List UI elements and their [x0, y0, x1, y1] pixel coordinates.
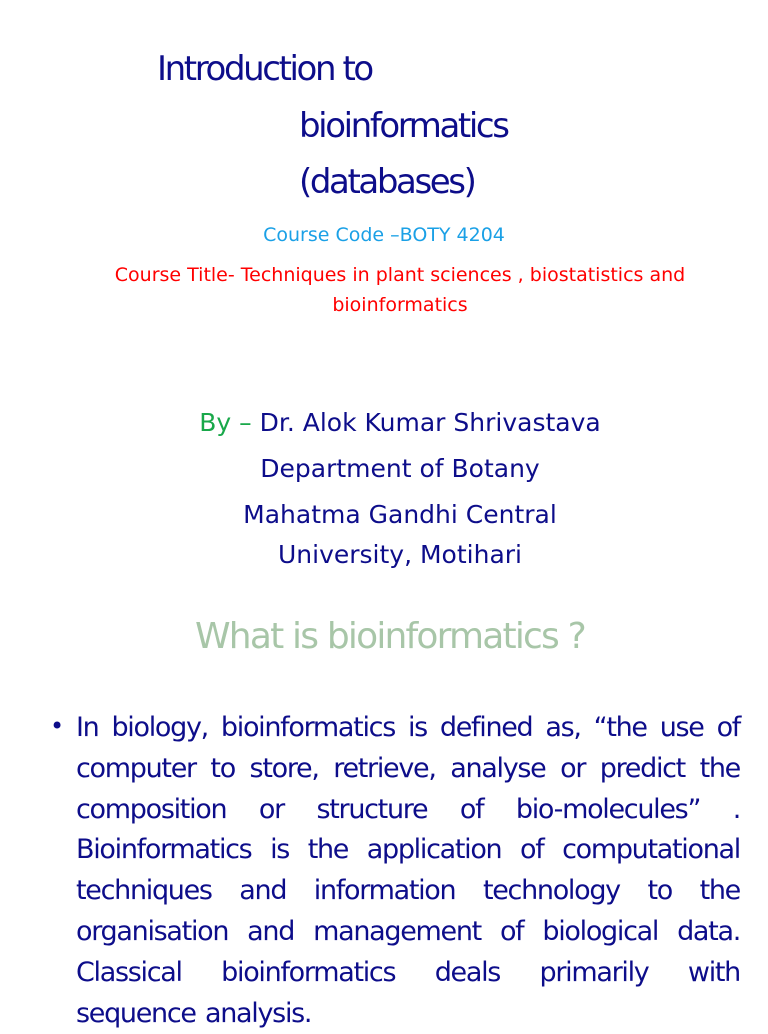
title-line-3: (databases) [299, 162, 475, 202]
by-label: By – [199, 408, 252, 437]
course-code: Course Code –BOTY 4204 [263, 224, 505, 246]
author-name: Dr. Alok Kumar Shrivastava [259, 408, 601, 437]
bullet-marker: • [50, 712, 65, 740]
author-block [0, 403, 768, 575]
course-title: Course Title- Techniques in plant sciences , biostatistics and bioinformatics [114, 264, 686, 317]
bullet-text: In biology, bioinformatics is defined as, “the use of computer to store, retrieve, analyse or predict the composition or structure of bio-molecules” . Bioinformatics is the application of computational techniques and information technology to the organisation and management of biological data. Classical bioinformatics deals primarily with sequence analysis. [76, 712, 740, 1029]
section-heading: What is bioinformatics ? [195, 616, 585, 657]
title-line-2: bioinformatics [299, 106, 508, 146]
university: Mahatma Gandhi Central University, Motihari [243, 500, 557, 569]
title-line-1: Introduction to [157, 49, 372, 89]
department: Department of Botany [260, 454, 540, 483]
author-line [0, 403, 768, 443]
